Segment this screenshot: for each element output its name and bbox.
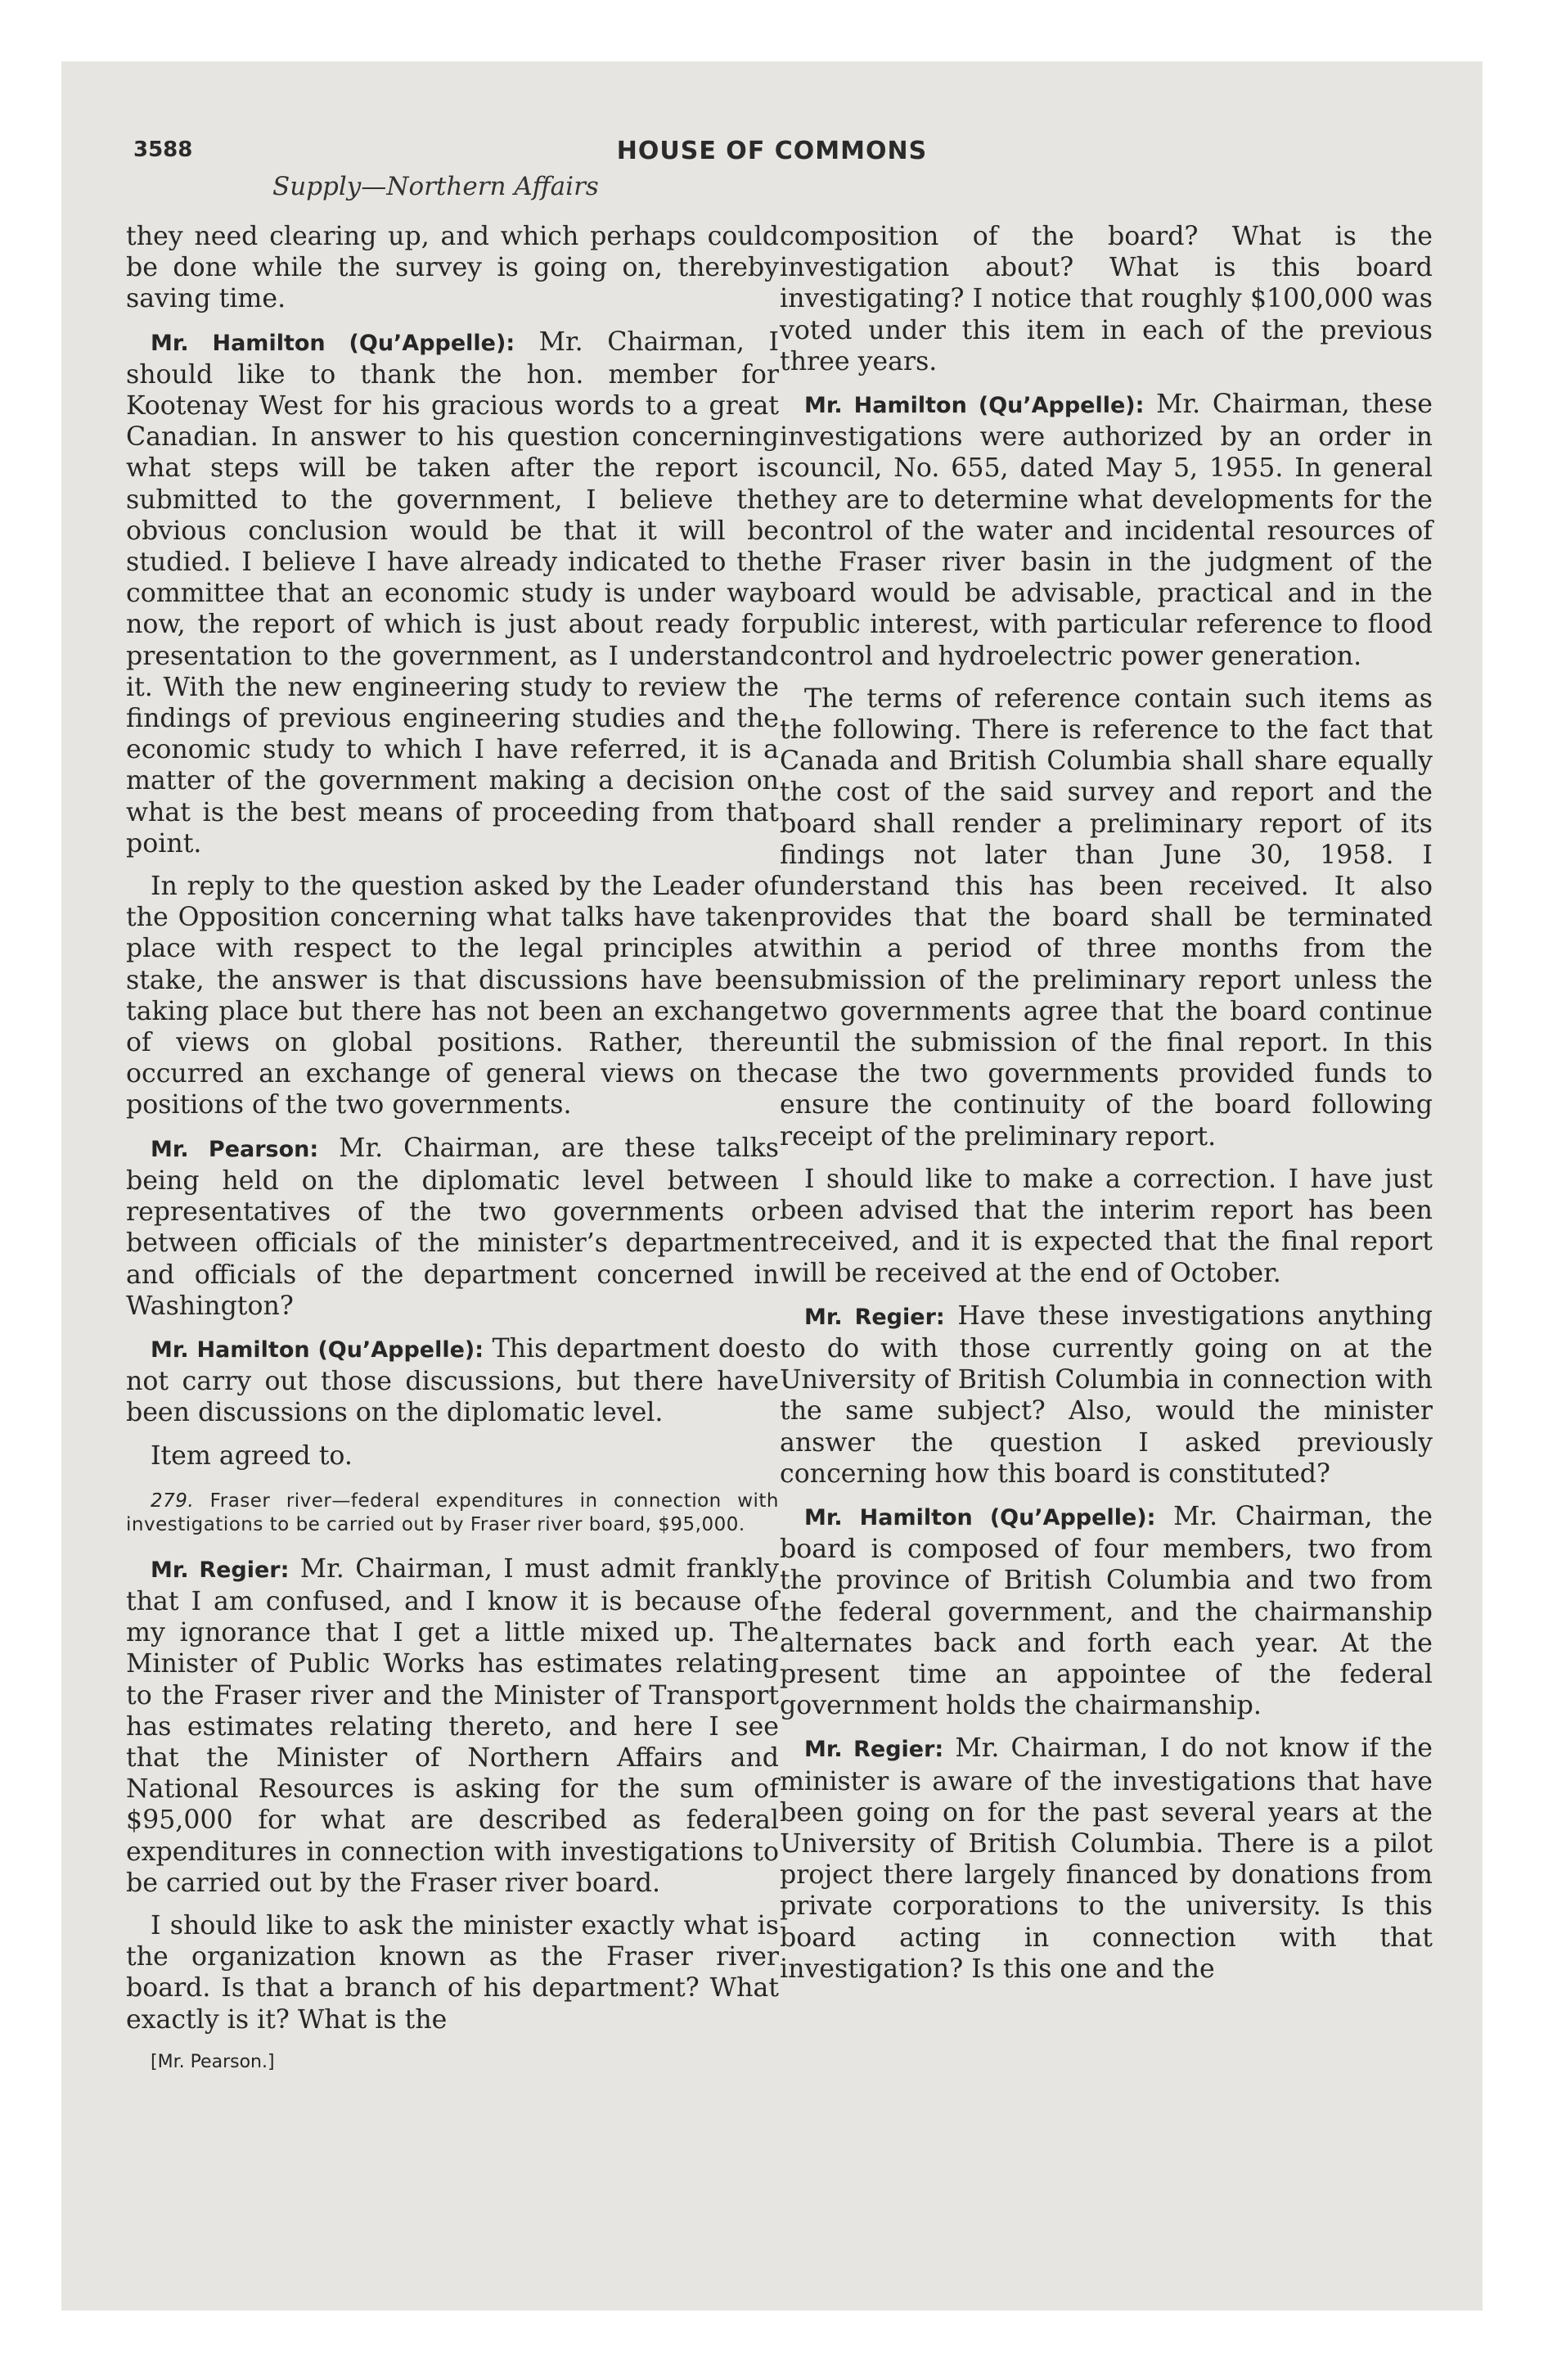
speaker-name: Mr. Hamilton (Qu’Appelle):	[804, 393, 1145, 419]
speaker-name: Mr. Hamilton (Qu’Appelle):	[151, 330, 515, 356]
paragraph	[780, 1733, 1433, 1985]
page	[61, 61, 1483, 2310]
footer-note: [Mr. Pearson.]	[151, 2051, 275, 2072]
paragraph-text: Mr. Chairman, the board is composed of four members, two from the province of British Columbia and two from the federal government, and the chairmanship alternates back and forth each year. At the present time an appointee of the federal government holds the chairmanship.	[780, 1501, 1433, 1721]
speaker-name: Mr. Regier:	[804, 1737, 944, 1763]
paragraph-text: Have these investigations anything to do with those currently going on at the University of British Columbia in connection with the same subject? Also, would the minister answer the question I asked previously concerning how this board is constituted?	[780, 1300, 1433, 1489]
section-title: Supply—Northern Affairs	[272, 172, 599, 201]
paragraph: I should like to make a correction. I have just been advised that the interim report has been received, and it is expected that the final report will be received at the end of October.	[780, 1164, 1433, 1288]
item-agreed: Item agreed to.	[151, 1440, 353, 1471]
paragraph-text: Mr. Chairman, I should like to thank the hon. member for Kootenay West for his gracious words to a great Canadian. In answer to his question concerning what steps will be taken after the report is submitted to the government, I believe the obvious conclusion would be that it will be studied. I believe I have already indicated to the committee that an economic study is under way now, the report of which is just about ready for presentation to the government, as I understand it. With the new engineering study to review the findings of previous engineering studies and the economic study to which I have referred, it is a matter of the government making a decision on what is the best means of proceeding from that point.	[126, 327, 779, 859]
paragraph	[780, 1501, 1433, 1721]
speaker-name: Mr. Hamilton (Qu’Appelle):	[804, 1504, 1156, 1530]
paragraph: composition of the board? What is the investigation about? What is this board investigating? I notice that roughly $100,000 was voted under this item in each of the previous three years.	[780, 222, 1433, 376]
paragraph-text: Mr. Chairman, are these talks being held on the diplomatic level between representatives of the two governments or between officials of the minister’s department and officials of the department concerned in Washington?	[126, 1133, 779, 1321]
speaker-name: Mr. Hamilton (Qu’Appelle):	[151, 1336, 484, 1363]
speaker-name: Mr. Pearson:	[151, 1136, 319, 1162]
page-title: HOUSE OF COMMONS	[616, 137, 928, 165]
speaker-name: Mr. Regier:	[804, 1304, 945, 1330]
paragraph-text: Mr. Chairman, these investigations were authorized by an order in council, No. 655, dated May 5, 1955. In general they are to determine what developments for the control of the water and incidental resources of the Fraser river basin in the judgment of the board would be advisable, practical and in the public interest, with particular reference to flood control and hydroelectric power generation.	[780, 390, 1433, 671]
paragraph	[780, 389, 1433, 672]
paragraph: In reply to the question asked by the Leader of the Opposition concerning what talks have taken place with respect to the legal principles at stake, the answer is that discussions have been taking place but there has not been an exchange of views on global positions. Rather, there occurred an exchange of general views on the positions of the two governments.	[126, 872, 779, 1120]
estimate-item	[126, 1490, 779, 1537]
paragraph	[126, 1333, 779, 1429]
paragraph: The terms of reference contain such items as the following. There is reference to the fact that Canada and British Columbia shall share equally the cost of the said survey and report and the board shall render a preliminary report of its findings not later than June 30, 1958. I understand this has been received. It also provides that the board shall be terminated within a period of three months from the submission of the preliminary report unless the two governments agree that the board continue until the submission of the final report. In this case the two governments provided funds to ensure the continuity of the board following receipt of the preliminary report.	[780, 683, 1433, 1152]
paragraph	[126, 1553, 779, 1899]
paragraph-text: Mr. Chairman, I do not know if the minister is aware of the investigations that have been going on for the past several years at the University of British Columbia. There is a pilot project there largely financed by donations from private corporations to the university. Is this board acting in connection with that investigation? Is this one and the	[780, 1733, 1433, 1984]
paragraph-text: This department does not carry out those discussions, but there have been discussions on the diplomatic level.	[126, 1333, 779, 1428]
paragraph-text: Mr. Chairman, I must admit frankly that I am confused, and I know it is because of my ignorance that I get a little mixed up. The Minister of Public Works has estimates relating to the Fraser river and the Minister of Transport has estimates relating thereto, and here I see that the Minister of Northern Affairs and National Resources is asking for the sum of $95,000 for what are described as federal expenditures in connection with investigations to be carried out by the Fraser river board.	[126, 1553, 780, 1898]
left-column	[126, 221, 779, 2089]
page-number: 3588	[133, 137, 193, 162]
paragraph: I should like to ask the minister exactly what is the organization known as the Fraser river board. Is that a branch of his department? What exactly is it? What is the	[126, 1910, 779, 2035]
right-column	[780, 221, 1433, 1996]
paragraph: they need clearing up, and which perhaps could be done while the survey is going on, thereby saving time.	[126, 222, 779, 314]
paragraph	[126, 327, 779, 859]
paragraph	[126, 1133, 779, 1322]
item-text: Fraser river—federal expenditures in connection with investigations to be carried out by Fraser river board, $95,000.	[126, 1490, 779, 1535]
speaker-name: Mr. Regier:	[151, 1557, 290, 1583]
paragraph	[780, 1300, 1433, 1490]
item-number: 279.	[151, 1490, 195, 1512]
